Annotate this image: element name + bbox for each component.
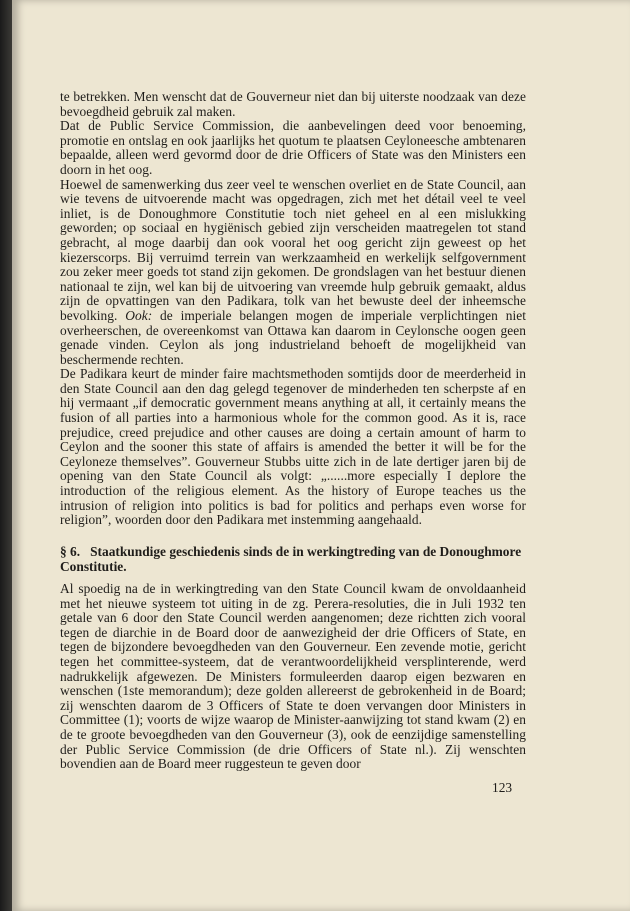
paragraph-3-text: Hoewel de samenwerking dus zeer veel te wenschen overliet en de State Council, aan wie tevens de uitvoerende macht was opgedragen, zich met het détail veel te veel inliet, is de Donoughmore Constitutie toch niet geheel en al een mislukking geworden; op sociaal en hygiënisch gebied zijn verscheiden maatregelen tot stand gebracht, al moge daarbij dan ook vooral het oog gericht zijn geweest op het kiezerscorps. Bij verruimd terrein van werkzaamheid en werkelijk selfgovernment zou zeker meer goeds tot stand zijn gekomen. De grondslagen van het bestuur dienen nationaal te zijn, wel kan bij de uitvoering van vreemde hulp gebruik gemaakt, aldus zijn de opvattingen van den Padikara, tolk van het bewuste deel der inheemsche bevolking. <box>60 176 526 323</box>
book-page <box>12 0 630 911</box>
body-text-bottom <box>60 582 526 772</box>
book-spine-shadow <box>0 0 12 911</box>
body-text-top <box>60 90 526 528</box>
page-number: 123 <box>492 780 513 795</box>
paragraph-3 <box>60 178 526 368</box>
paragraph-6: Al spoedig na de in werkingtreding van den State Council kwam de onvoldaanheid met het nieuwe systeem tot uiting in de zg. Perera-resoluties, die in Juli 1932 ten getale van 6 door den State Council werden aangenomen; deze richtten zich vooral tegen de diarchie in de Board door de aanwezigheid der drie Officers of State, en tegen de bijzondere bevoegdheden van den Gouverneur. Een zevende motie, gericht tegen het committee-systeem, dat de verantwoordelijkheid versplinterende, werd nadrukkelijk afgewezen. De Ministers formuleerden daarop eigen bezwaren en wenschen (1ste memorandum); deze golden allereerst de gebrokenheid in de Board; zij wenschten daarom de 3 Officers of State te doen vervangen door Ministers in Committee (1); voorts de wijze waarop de Minister-aanwijzing tot stand kwam (2) en de te groote bevoegdheden van den Gouverneur (3), ook de eenzijdige samenstelling der Public Service Commission (de drie Officers of State nl.). Zij wenschten bovendien aan de Board meer ruggesteun te geven door <box>60 581 526 772</box>
paragraph-4-text: de imperiale belangen mogen de imperiale verplichtingen niet overheerschen, de overeenkomst van Ottawa kan daarom in Ceylonsche oogen geen genade vinden. Ceylon als jong industrieland behoeft de mogelijkheid van beschermende rechten. <box>60 307 526 367</box>
paragraph-2: Dat de Public Service Commission, die aanbevelingen deed voor benoeming, promotie en ontslag en ook jaarlijks het quotum te plaatsen Ceyloneesche ambtenaren bepaalde, alleen werd gevormd door de drie Officers of State was den Ministers een doorn in het oog. <box>60 118 526 177</box>
paragraph-1: te betrekken. Men wenscht dat de Gouverneur niet dan bij uiterste noodzaak van deze bevoegdheid gebruik zal maken. <box>60 89 526 119</box>
section-title: Staatkundige geschiedenis sinds de in werkingtreding van de Donoughmore Constitutie. <box>60 544 522 574</box>
emphasis-word: Ook: <box>125 307 153 323</box>
paragraph-5: De Padikara keurt de minder faire machtsmethoden somtijds door de meerderheid in den State Council aan den dag gelegd tegenover de minderheden ten scherpste af en hij vermaant „if democratic government means anything at all, it certainly means the fusion of all parties into a harmonious whole for the common good. As it is, race prejudice, creed prejudice and other causes are doing a certain amount of harm to Ceylon and the sooner this state of affairs is amended the better it will be for the Ceyloneze themselves”. Gouverneur Stubbs uitte zich in de late dertiger jaren bij de opening van den State Council als volgt: „......more especially I deplore the introduction of the religious element. As the history of Europe teaches us the intrusion of religion into politics is bad for politics and perhaps even worse for religion”, woorden door den Padikara met instemming aangehaald. <box>60 366 526 528</box>
section-heading <box>60 545 526 574</box>
section-number: § 6. <box>60 544 81 559</box>
